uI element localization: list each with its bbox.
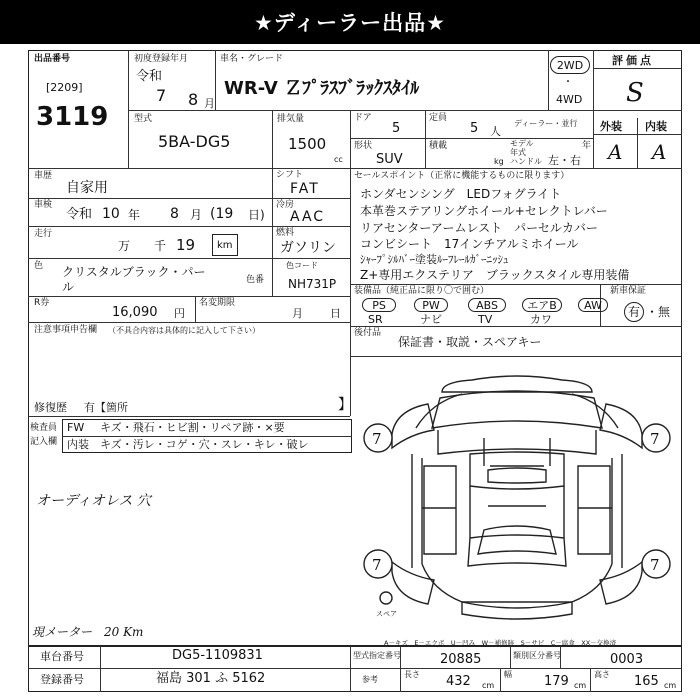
repair-value: 有【箇所 <box>84 401 128 414</box>
color-label: 色 <box>34 261 44 271</box>
equip-tv: TV <box>478 313 493 326</box>
ac-label: 冷房 <box>276 200 295 210</box>
tire-rear-left: 7 <box>372 556 382 574</box>
recycle-label: R券 <box>34 298 50 308</box>
accessories-value: 保証書・取説・スペアキー <box>398 335 542 349</box>
equip-abs: ABS <box>468 298 506 312</box>
page-banner: ★ディーラー出品★ <box>0 0 700 44</box>
load-label: 積載 <box>429 141 448 151</box>
registration-label: 登録番号 <box>40 673 84 686</box>
fuel-value: ガソリン <box>280 240 336 256</box>
handle-label: ハンドル <box>510 157 542 166</box>
tire-front-left: 7 <box>372 430 382 448</box>
height-label: 高さ <box>594 670 610 679</box>
sales-points-label: セールスポイント（正常に機能するものに限ります） <box>354 171 570 181</box>
type-value: 5BA-DG5 <box>158 132 231 151</box>
load-unit: kg <box>494 157 504 166</box>
tire-rear-right: 7 <box>650 556 660 574</box>
lot-code: [2209] <box>46 81 83 94</box>
inspection-year: 10 <box>102 206 120 222</box>
lot-number-label: 出品番号 <box>34 54 71 64</box>
first-registration-label: 初度登録年月 <box>134 54 189 64</box>
mileage-label: 走行 <box>34 229 53 239</box>
inspector-label-bottom: 記入欄 <box>30 437 58 447</box>
length-unit: cm <box>482 681 495 690</box>
evaluation-label: 評価点 <box>612 54 654 67</box>
equip-navi: ナビ <box>420 313 442 326</box>
chassis-value: DG5-1109831 <box>172 648 263 663</box>
doors-value: 5 <box>392 121 401 136</box>
inspection-era: 令和 <box>66 207 93 222</box>
displacement-label: 排気量 <box>277 114 305 124</box>
interior-label: 内装 <box>645 120 667 133</box>
equipment-label: 装備品（純正品に限り〇で囲む） <box>354 286 490 296</box>
inspection-label: 車検 <box>34 200 53 210</box>
category-value: 0003 <box>610 652 644 667</box>
recycle-value: 16,090 <box>112 305 158 320</box>
exterior-grade: A <box>608 140 623 164</box>
title-deadline-day: 日 <box>330 307 341 320</box>
inspector-row2-label: 内装 <box>67 438 89 451</box>
ac-value: AAC <box>290 209 326 225</box>
inspection-month: 8 <box>170 206 179 222</box>
length-value: 432 <box>446 674 471 689</box>
new-car-warranty-label: 新車保証 <box>610 286 647 296</box>
color-code-label: 色コード <box>286 261 318 270</box>
body-label: 形状 <box>354 141 373 151</box>
displacement-value: 1500 <box>288 135 327 153</box>
mileage-unit: km <box>217 240 233 251</box>
damage-legend: A－キズ E－エクボ U－凹み W－補修跡 S－サビ C－腐食 XX－交換済 <box>384 639 617 647</box>
inspector-row2: キズ・汚レ・コゲ・穴・スレ・キレ・破レ <box>100 438 309 451</box>
sales-point-4: コンビシート 17インチアルミホイール <box>360 237 579 251</box>
capacity-unit: 人 <box>490 125 501 138</box>
doors-label: ドア <box>354 113 372 123</box>
chassis-label: 車台番号 <box>40 650 84 663</box>
equip-sr: SR <box>368 313 383 326</box>
sales-point-3: リアセンターアームレスト パーセルカバー <box>360 221 598 235</box>
model-name: WR-V Ｚﾌﾟﾗｽﾌﾞﾗｯｸｽﾀｲﾙ <box>224 78 420 99</box>
handle-value: 左・右 <box>548 154 581 167</box>
notes-label: 注意事項申告欄 <box>34 325 98 335</box>
mileage-man: 万 <box>118 239 131 253</box>
warranty-no: ・無 <box>646 305 671 319</box>
inspector-row1-label: FW <box>67 421 85 434</box>
shift-label: シフト <box>276 170 304 180</box>
repair-label: 修復歴 <box>34 401 67 414</box>
exterior-label: 外装 <box>600 120 622 133</box>
shift-value: FAT <box>290 181 320 197</box>
type-label: 型式 <box>134 114 153 124</box>
mileage-value: 19 <box>176 236 196 254</box>
type-cert-label: 型式指定番号 <box>353 651 401 660</box>
warranty-yes: 有 <box>624 302 644 322</box>
inspector-label-top: 検査員 <box>30 423 58 433</box>
first-registration-month: 8 <box>188 90 199 109</box>
handwritten-note: オーディオレス 穴 <box>36 493 151 509</box>
title-deadline-label: 名変期限 <box>199 298 236 308</box>
equip-leather: カワ <box>530 313 552 326</box>
width-unit: cm <box>574 681 587 690</box>
drive-dot: ・ <box>563 77 573 88</box>
repair-bracket: 】 <box>338 397 352 413</box>
body-value: SUV <box>376 152 403 167</box>
inspector-row1: キズ・飛石・ヒビ割・リペア跡・×要 <box>100 421 285 434</box>
inspection-day-unit: 日) <box>248 208 265 222</box>
recycle-unit: 円 <box>174 307 185 320</box>
model-label: 車名・グレード <box>220 54 284 64</box>
sales-point-2: 本革巻ステアリングホイール+セレクトレバー <box>360 204 608 218</box>
color-value-line1: クリスタルブラック・パー <box>62 265 206 279</box>
color-code: NH731P <box>288 277 337 291</box>
first-registration-year: 7 <box>156 86 167 105</box>
inspection-month-unit: 月 <box>190 208 203 222</box>
equip-pw: PW <box>414 298 448 312</box>
tire-front-right: 7 <box>650 430 660 448</box>
drive-2wd: 2WD <box>550 56 590 74</box>
usage-label: 車歴 <box>34 171 53 181</box>
length-label: 長さ <box>404 670 420 679</box>
title-deadline-month: 月 <box>292 307 303 320</box>
notes-hint: （不具合内容は具体的に記入して下さい） <box>108 326 260 335</box>
dimensions-ref-label: 参考 <box>362 675 378 684</box>
drive-4wd: 4WD <box>556 93 583 106</box>
model-year-unit: 年 <box>582 141 592 151</box>
import-label: ディーラー・並行 <box>514 119 578 128</box>
model-year-label: モデル年式 <box>510 139 534 157</box>
displacement-unit: cc <box>334 155 343 164</box>
capacity-label: 定員 <box>429 113 448 123</box>
first-registration-era: 令和 <box>136 69 163 84</box>
height-value: 165 <box>634 674 659 689</box>
sales-point-6: Z+専用エクステリア ブラックスタイル専用装備 <box>360 268 630 282</box>
category-label: 類別区分番号 <box>513 651 561 660</box>
evaluation-score: S <box>626 78 644 108</box>
current-meter: 現メーター 20 Km <box>32 625 144 639</box>
equip-airbag: エアB <box>522 298 562 312</box>
usage-value: 自家用 <box>66 180 108 196</box>
equip-ps: PS <box>362 298 396 312</box>
fuel-label: 燃料 <box>276 228 295 238</box>
height-unit: cm <box>664 681 677 690</box>
color-no-label: 色番 <box>246 275 265 285</box>
width-value: 179 <box>544 674 569 689</box>
registration-value: 福島 301 ふ 5162 <box>156 671 266 686</box>
equip-aw: AW <box>578 298 608 312</box>
inspection-day: (19 <box>210 206 234 222</box>
type-cert-value: 20885 <box>440 652 482 667</box>
color-value-line2: ル <box>62 280 75 294</box>
sales-point-1: ホンダセンシング LEDフォグライト <box>360 187 562 201</box>
interior-grade: A <box>652 140 667 164</box>
accessories-label: 後付品 <box>354 328 382 338</box>
spare-label: スペア <box>376 610 397 618</box>
capacity-value: 5 <box>470 121 479 136</box>
car-damage-diagram <box>352 358 682 638</box>
lot-number: 3119 <box>36 102 109 132</box>
mileage-sen: 千 <box>154 239 167 253</box>
inspection-year-unit: 年 <box>128 208 141 222</box>
width-label: 幅 <box>504 670 512 679</box>
first-registration-month-unit: 月 <box>204 97 215 110</box>
sales-point-5: ｼｬｰﾌﾟｼﾙﾊﾞｰ塗装ﾙｰﾌﾚｰﾙｶﾞｰﾆｯｼｭ <box>360 253 509 266</box>
